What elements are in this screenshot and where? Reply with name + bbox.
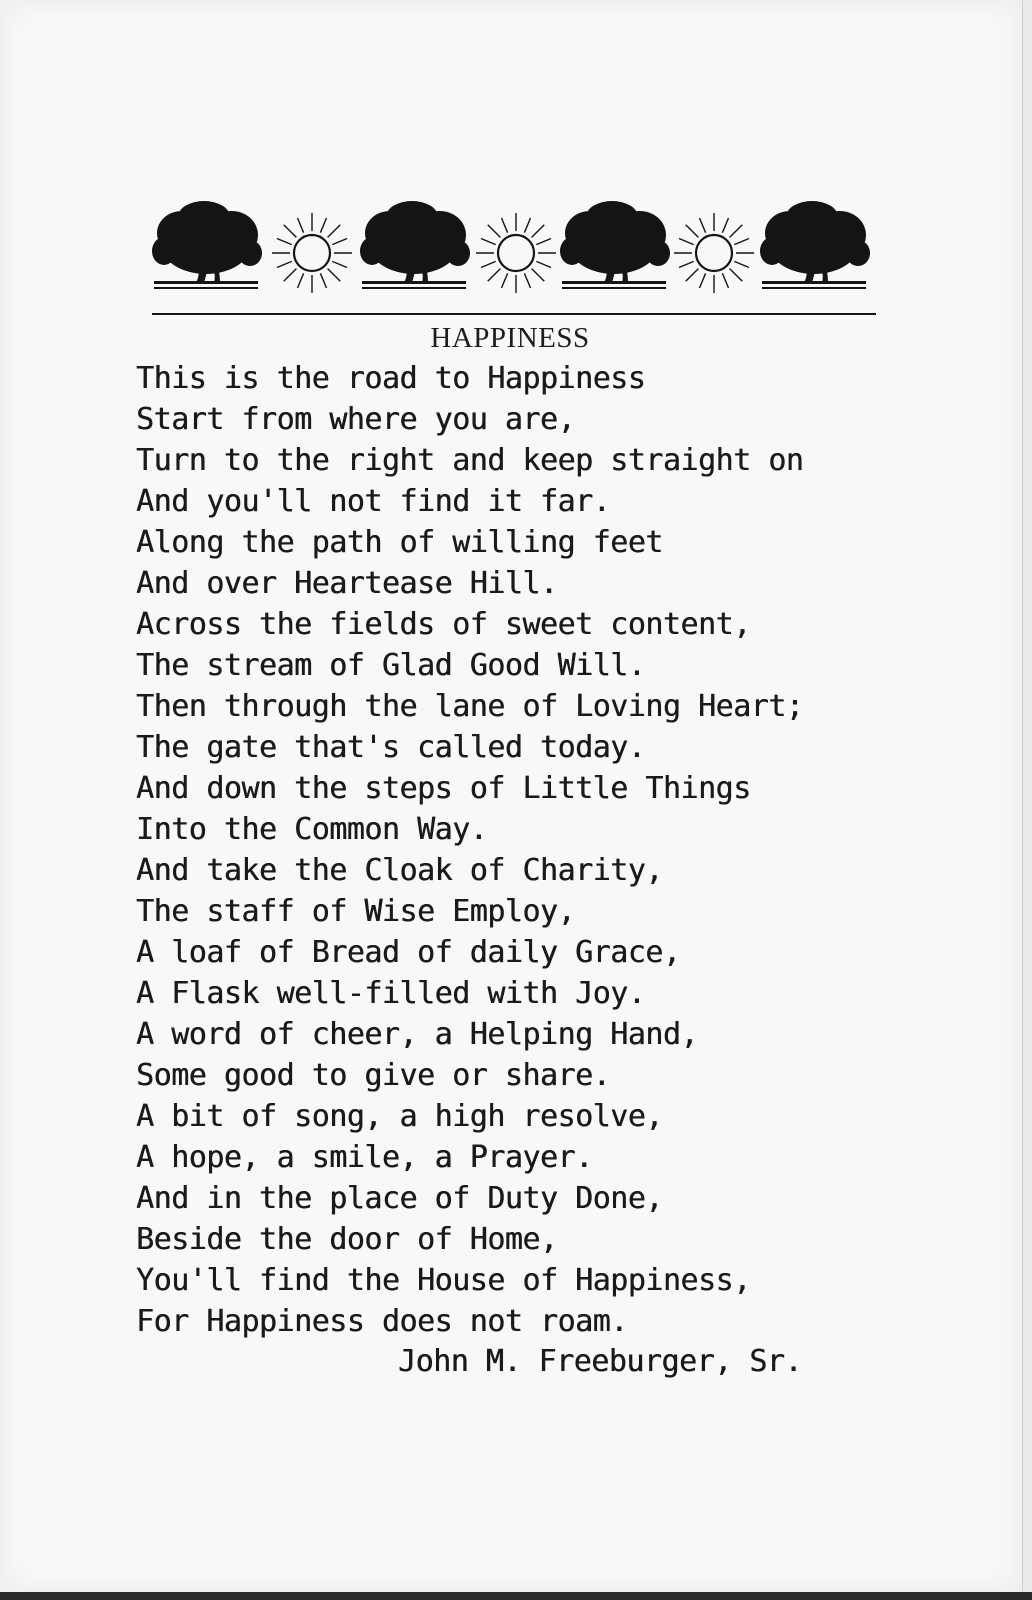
poem-line: And in the place of Duty Done, [136,1181,663,1216]
poem-line: A loaf of Bread of daily Grace, [136,935,681,970]
poem-line: A bit of song, a high resolve, [136,1099,663,1134]
poem-line: And over Heartease Hill. [136,566,558,601]
sun-icon [272,213,352,293]
poem-line: Across the fields of sweet content, [136,607,751,642]
poem-line: This is the road to Happiness [136,361,646,396]
poem-line: Along the path of willing feet [136,525,663,560]
card-edge-bottom [0,1592,1032,1600]
tree-icon [560,201,670,289]
poem-line: A word of cheer, a Helping Hand, [136,1017,698,1052]
poem-line: The staff of Wise Employ, [136,894,576,929]
border-rule [152,313,876,315]
tree-icon [360,201,470,289]
poem-line: A hope, a smile, a Prayer. [136,1140,593,1175]
poem-line: And down the steps of Little Things [136,771,751,806]
poem-line: The gate that's called today. [136,730,646,765]
poem-line: Start from where you are, [136,402,576,437]
poem-line: And you'll not find it far. [136,484,611,519]
poem-line: Turn to the right and keep straight on [136,443,804,478]
poem-line: A Flask well-filled with Joy. [136,976,646,1011]
poem-line: For Happiness does not roam. [136,1304,628,1339]
poem-line: Into the Common Way. [136,812,488,847]
poem-line: Some good to give or share. [136,1058,611,1093]
sun-icon [476,213,556,293]
poem-line: The stream of Glad Good Will. [136,648,646,683]
decorative-border [152,195,882,325]
card-edge-right [1022,0,1032,1600]
poem-line: You'll find the House of Happiness, [136,1263,751,1298]
poem-title: HAPPINESS [430,322,590,354]
poem-body [136,358,926,1342]
tree-icon [152,201,262,289]
tree-icon [760,201,870,289]
sun-icon [674,213,754,293]
poem-line: Then through the lane of Loving Heart; [136,689,804,724]
poem-attribution: John M. Freeburger, Sr. [398,1344,802,1379]
poem-line: Beside the door of Home, [136,1222,558,1257]
poem-line: And take the Cloak of Charity, [136,853,663,888]
